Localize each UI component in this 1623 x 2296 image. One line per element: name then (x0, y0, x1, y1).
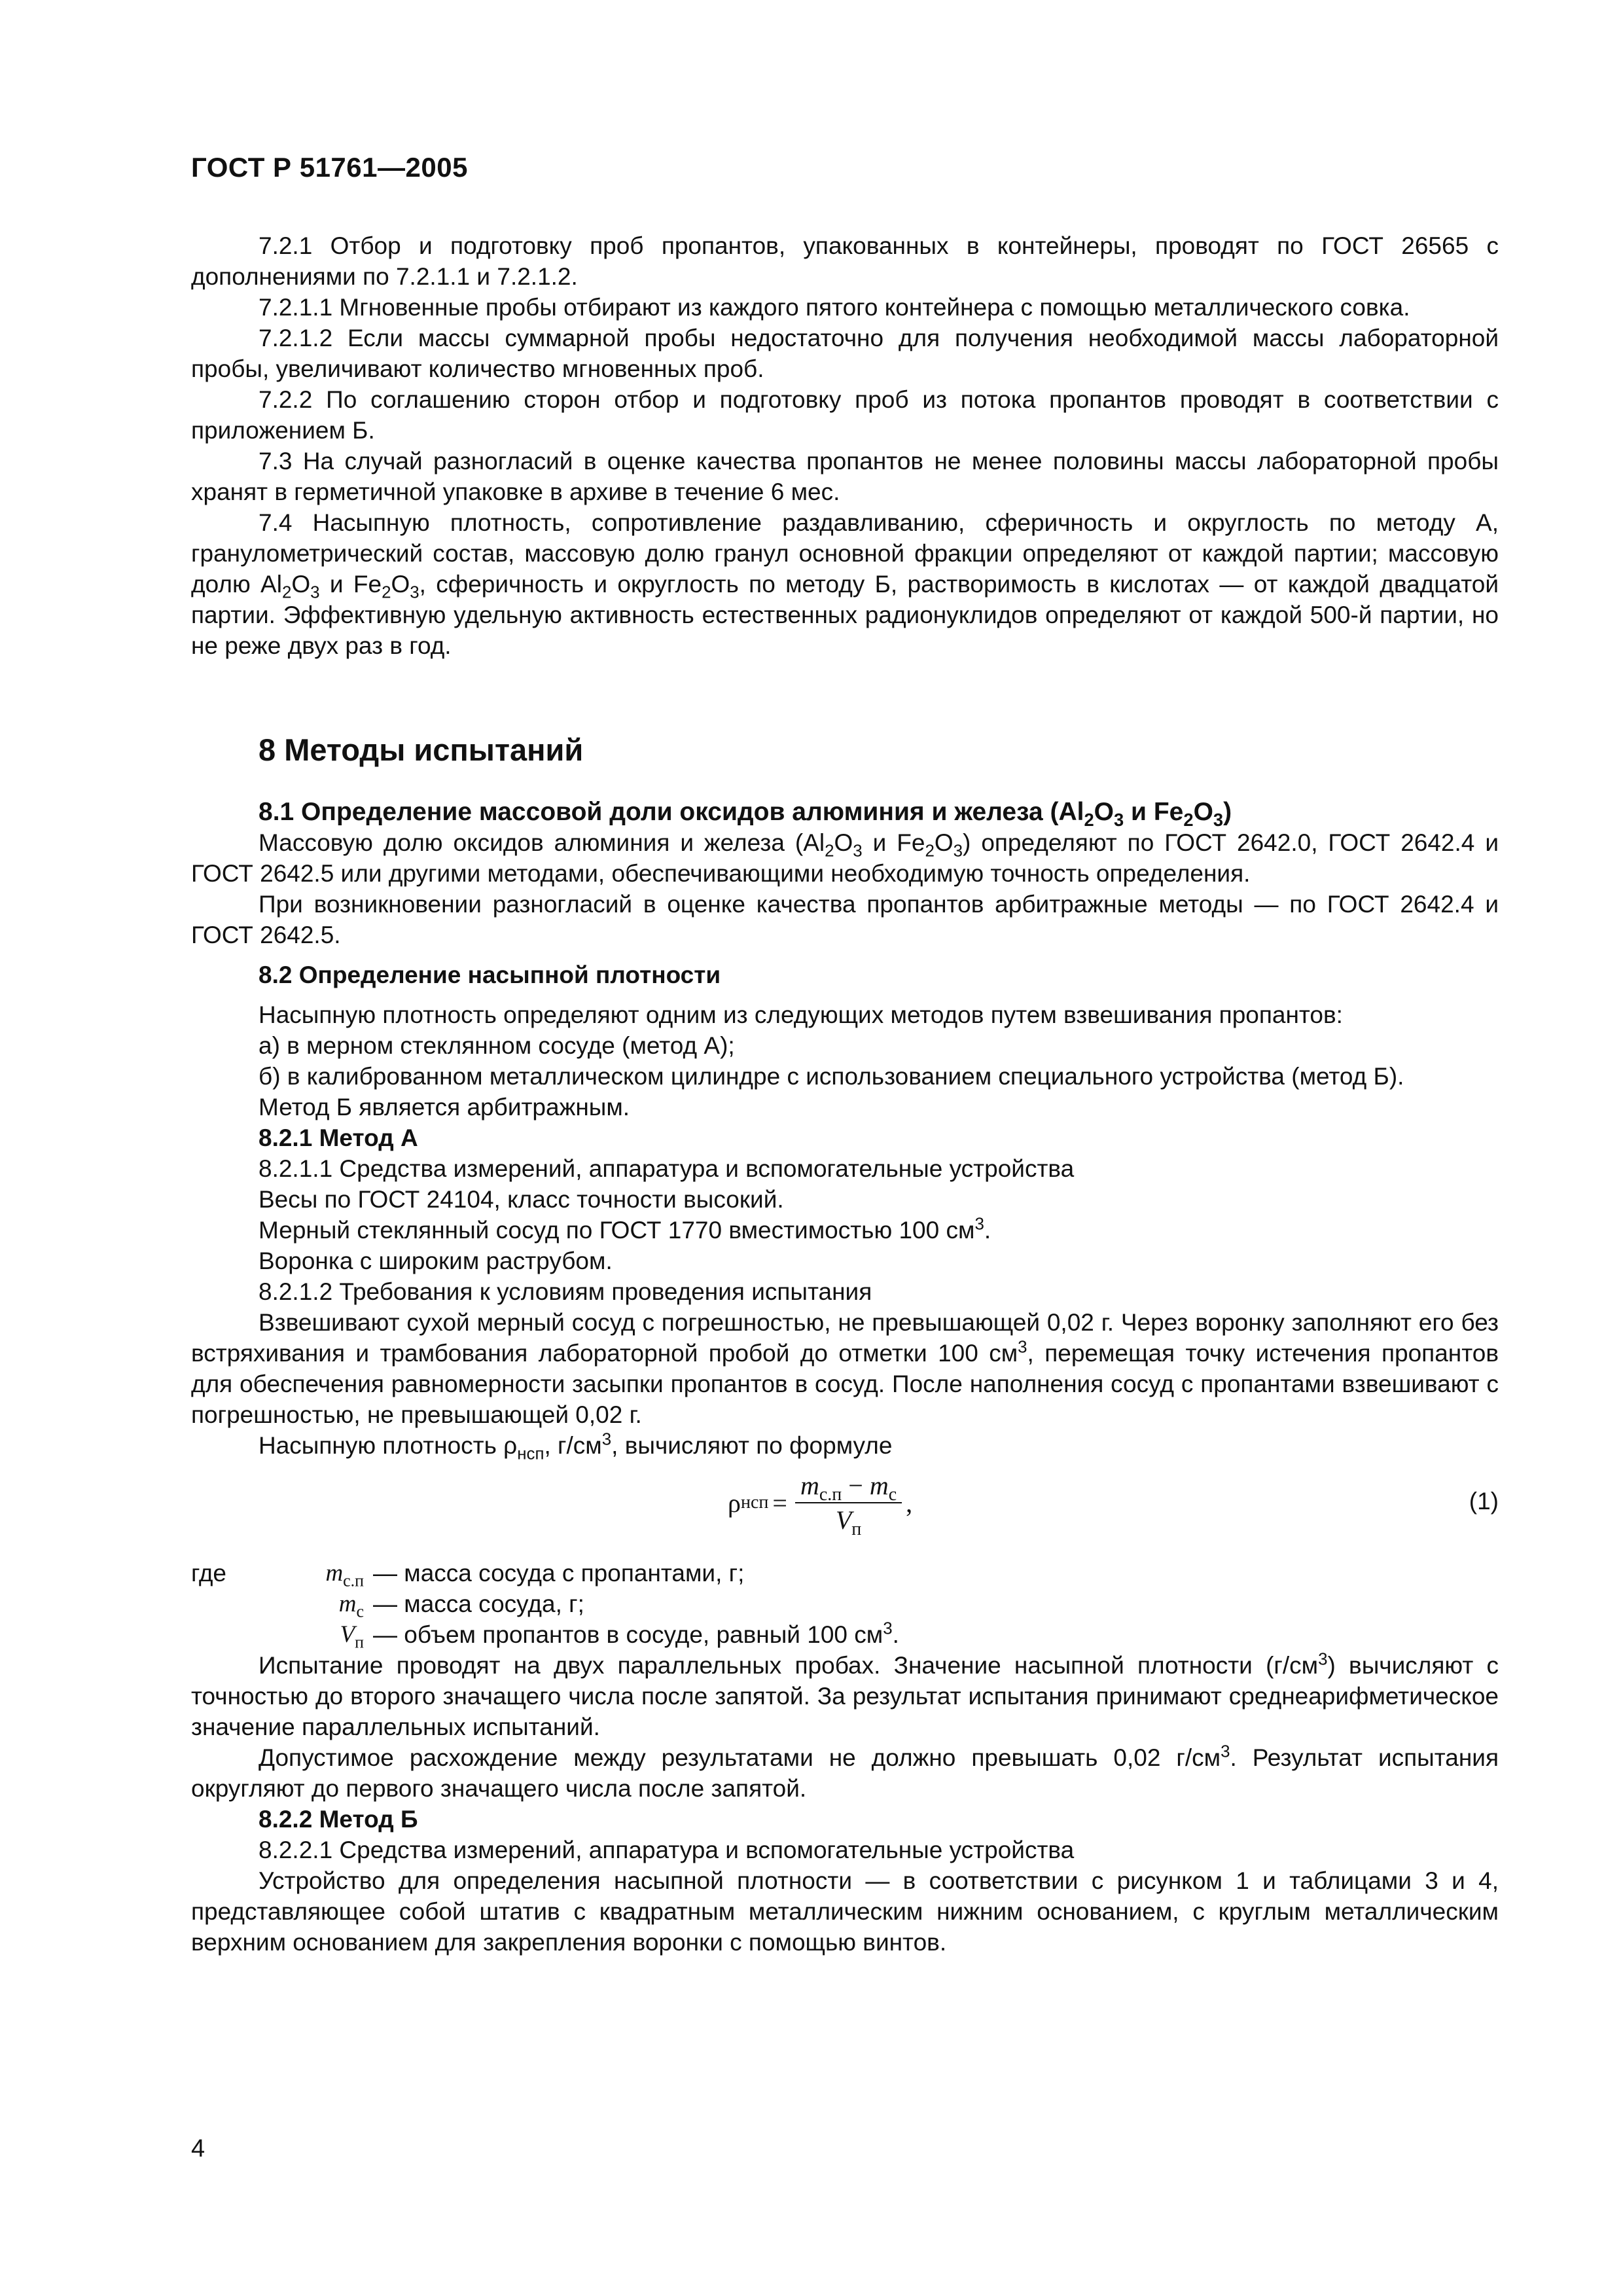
equation-number: (1) (1469, 1488, 1499, 1515)
page-number: 4 (191, 2135, 205, 2162)
method-b-item: б) в калиброванном металлическом цилиндре с использованием специального устройства (метод Б). (259, 1063, 1404, 1090)
scales-item: Весы по ГОСТ 24104, класс точности высокий. (259, 1186, 784, 1213)
paragraph-8-1-2: При возникновении разногласий в оценке качества пропантов арбитражные методы — по ГОСТ 2642.4 и ГОСТ 2642.5. (191, 891, 1499, 948)
formula-fraction: $\frac{m_{с.п} - m_с}{V_п}$ (795, 1470, 902, 1535)
paragraph-7-2-2: 7.2.2 По соглашению сторон отбор и подготовку проб из потока пропантов проводят в соответствии с приложением Б. (191, 386, 1499, 444)
legend-m-sp: — масса сосуда с пропантами, г; (373, 1560, 745, 1587)
subsection-8-2-2-1: 8.2.2.1 Средства измерений, аппаратура и вспомогательные устройства (259, 1837, 1075, 1863)
legend-v-p: — объем пропантов в сосуде, равный 100 $см^3$. (373, 1619, 899, 1648)
subsection-8-2-1-2: 8.2.1.2 Требования к условиям проведения испытания (259, 1278, 872, 1305)
arbitration-note: Метод Б является арбитражным. (259, 1094, 630, 1121)
density-formula: ρ нсп = $\frac{m_{с.п} - m_с}{V_п}$ , (728, 1471, 913, 1539)
section-7-block (191, 230, 1499, 661)
formula-1 (191, 1470, 1499, 1542)
paragraph-8-1-1: Массовую долю оксидов алюминия и железа ($Al_2O_3$ и $Fe_2O_3$) определяют по ГОСТ 2642.0, ГОСТ 2642.4 и ГОСТ 2642.5 или другими методами, обеспечивающими необходимую точность определения. (191, 829, 1499, 887)
section-8-2-2-title: 8.2.2 Метод Б (259, 1806, 418, 1833)
paragraph-7-2-1-2: 7.2.1.2 Если массы суммарной пробы недостаточно для получения необходимой массы лабораторной пробы, увеличивают количество мгновенных проб. (191, 325, 1499, 382)
section-8-title: 8 Методы испытаний (259, 732, 584, 767)
paragraph-7-2-1: 7.2.1 Отбор и подготовку проб пропантов, упакованных в контейнеры, проводят по ГОСТ 26565 с дополнениями по 7.2.1.1 и 7.2.1.2. (191, 232, 1499, 290)
vessel-item: Мерный стеклянный сосуд по ГОСТ 1770 вместимостью 100 $см^3$. (259, 1215, 991, 1244)
where-label: где (191, 1560, 227, 1587)
method-a-item: а) в мерном стеклянном сосуде (метод А); (259, 1032, 735, 1059)
tolerance-paragraph: Допустимое расхождение между результатами не должно превышать 0,02 $г/см^3$. Результат испытания округляют до первого значащего числа после запятой. (191, 1742, 1499, 1802)
weighing-paragraph: Взвешивают сухой мерный сосуд с погрешностью, не превышающей 0,02 г. Через воронку заполняют его без встряхивания и трамбования лабораторной пробой до отметки 100 $см^3$, перемещая точку истечения пропантов для обеспечения равномерности засыпки пропантов в сосуд. После наполнения сосуд с пропантами взвешивают с погрешностью, не превышающей 0,02 г. (191, 1309, 1499, 1428)
density-formula-intro: Насыпную плотность $\rho_{нсп}$, $г/см^3$, вычисляют по формуле (259, 1430, 893, 1463)
section-8-2-1-title: 8.2.1 Метод А (259, 1124, 418, 1151)
funnel-item: Воронка с широким раструбом. (259, 1247, 613, 1274)
subsection-8-2-1-1: 8.2.1.1 Средства измерений, аппаратура и вспомогательные устройства (259, 1155, 1075, 1182)
formula-legend: где $m_{с.п}$ — масса сосуда с пропантами, г; $m_с$ — масса сосуда, г; $V_п$ — объем пропантов в сосуде, равный 100 $см^3$. (191, 1558, 1499, 1650)
section-8-2-title: 8.2 Определение насыпной плотности (259, 961, 721, 988)
paragraph-7-2-1-1: 7.2.1.1 Мгновенные пробы отбирают из каждого пятого контейнера с помощью металлического совка. (259, 294, 1410, 321)
legend-m-s: — масса сосуда, г; (373, 1590, 584, 1617)
page-header: ГОСТ Р 51761—2005 (191, 152, 468, 183)
section-8-block (191, 734, 1499, 1958)
test-paragraph: Испытание проводят на двух параллельных пробах. Значение насыпной плотности $(г/см^3)$ вычисляют с точностью до второго значащего числа после запятой. За результат испытания принимают среднеарифметическое значение параллельных испытаний. (191, 1650, 1499, 1740)
paragraph-7-3: 7.3 На случай разногласий в оценке качества пропантов не менее половины массы лабораторной пробы хранят в герметичной упаковке в архиве в течение 6 мес. (191, 448, 1499, 505)
paragraph-7-4: 7.4 Насыпную плотность, сопротивление раздавливанию, сферичность и округлость по методу А, гранулометрический состав, массовую долю гранул основной фракции определяют от каждой партии; массовую долю $Al_2O_3$ и $Fe_2O_3$, сферичность и округлость по методу Б, растворимость в кислотах — от каждой двадцатой партии. Эффективную удельную активность естественных радионуклидов определяют от каждой 500-й партии, но не реже двух раз в год. (191, 509, 1499, 659)
device-paragraph: Устройство для определения насыпной плотности — в соответствии с рисунком 1 и таблицами 3 и 4, представляющее собой штатив с квадратным металлическим нижним основанием, с круглым металлическим верхним основанием для закрепления воронки с помощью винтов. (191, 1867, 1499, 1956)
paragraph-8-2-intro: Насыпную плотность определяют одним из следующих методов путем взвешивания пропантов: (259, 1001, 1343, 1028)
section-8-1-title: 8.1 Определение массовой доли оксидов алюминия и железа ($Al_2O_3$ и $Fe_2O_3$) (259, 798, 1232, 830)
